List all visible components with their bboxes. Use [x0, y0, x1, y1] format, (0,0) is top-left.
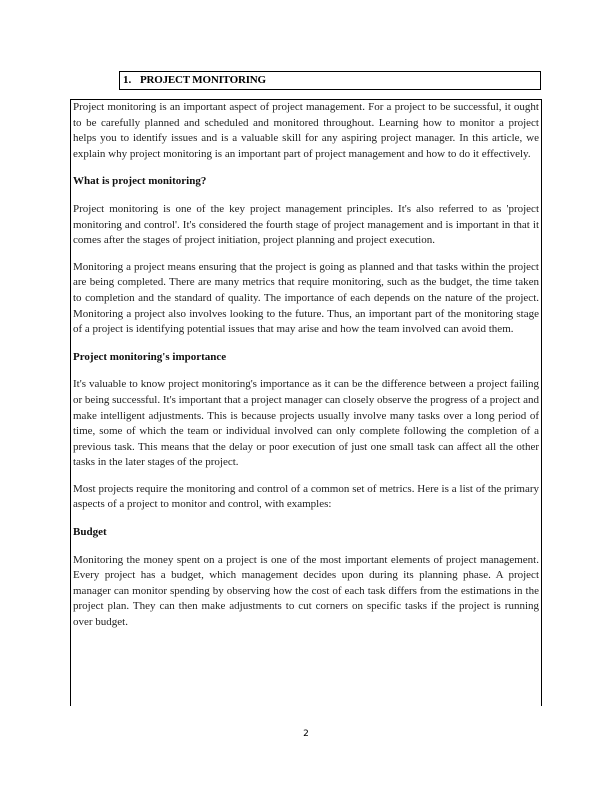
- section-heading-box: [119, 71, 541, 90]
- intro-paragraph: Project monitoring is an important aspect of project management. For a project to be successful, it ought to be carefully planned and scheduled and monitored throughout. Learning how to monitor a project helps you to identify issues and is a valuable skill for any aspiring project manager. In this article, we explain why project monitoring is an important part of project management and how to do it effectively.: [73, 101, 539, 160]
- paragraph-definition: Project monitoring is one of the key project management principles. It's also referred to as 'project monitoring and control'. It's considered the fourth stage of project management and is important in that it comes after the stages of project initiation, project planning and project execution.: [73, 202, 539, 247]
- subheading-budget: Budget: [73, 526, 107, 539]
- section-title: PROJECT MONITORING: [140, 74, 266, 86]
- page-number: 2: [303, 729, 309, 739]
- paragraph-metrics-intro: Most projects require the monitoring and control of a common set of metrics. Here is a list of the primary aspects of a project to monitor and control, with examples:: [73, 482, 539, 511]
- paragraph-monitoring-meaning: Monitoring a project means ensuring that the project is going as planned and that tasks within the project are being completed. There are many metrics that require monitoring, such as the budget, the time taken to completion and the standard of quality. The importance of each depends on the nature of the project. Monitoring a project also involves looking to the future. Thus, an important part of the monitoring stage of a project is identifying potential issues that may arise and how the team involved can avoid them.: [73, 260, 539, 336]
- content-box: [70, 99, 542, 706]
- subheading-what-is-project-monitoring: What is project monitoring?: [73, 175, 207, 188]
- subheading-importance: Project monitoring's importance: [73, 350, 227, 363]
- section-number: 1.: [123, 74, 132, 86]
- paragraph-importance: It's valuable to know project monitoring's importance as it can be the difference between a project failing or being successful. It's important that a project manager can closely observe the progress of a project and make intelligent adjustments. This is because projects usually involve many tasks over a long period of time, some of which the team or individual involved can only complete following the completion of a previous task. This means that the delay or poor execution of just one small task can affect all the other tasks in the later stages of the project.: [73, 378, 539, 469]
- paragraph-budget: Monitoring the money spent on a project is one of the most important elements of project management. Every project has a budget, which management decides upon during its planning phase. A project manager can monitor spending by observing how the cost of each task differs from the estimations in the project plan. They can then make adjustments to cut corners on specific tasks if the project is running over budget.: [73, 553, 539, 629]
